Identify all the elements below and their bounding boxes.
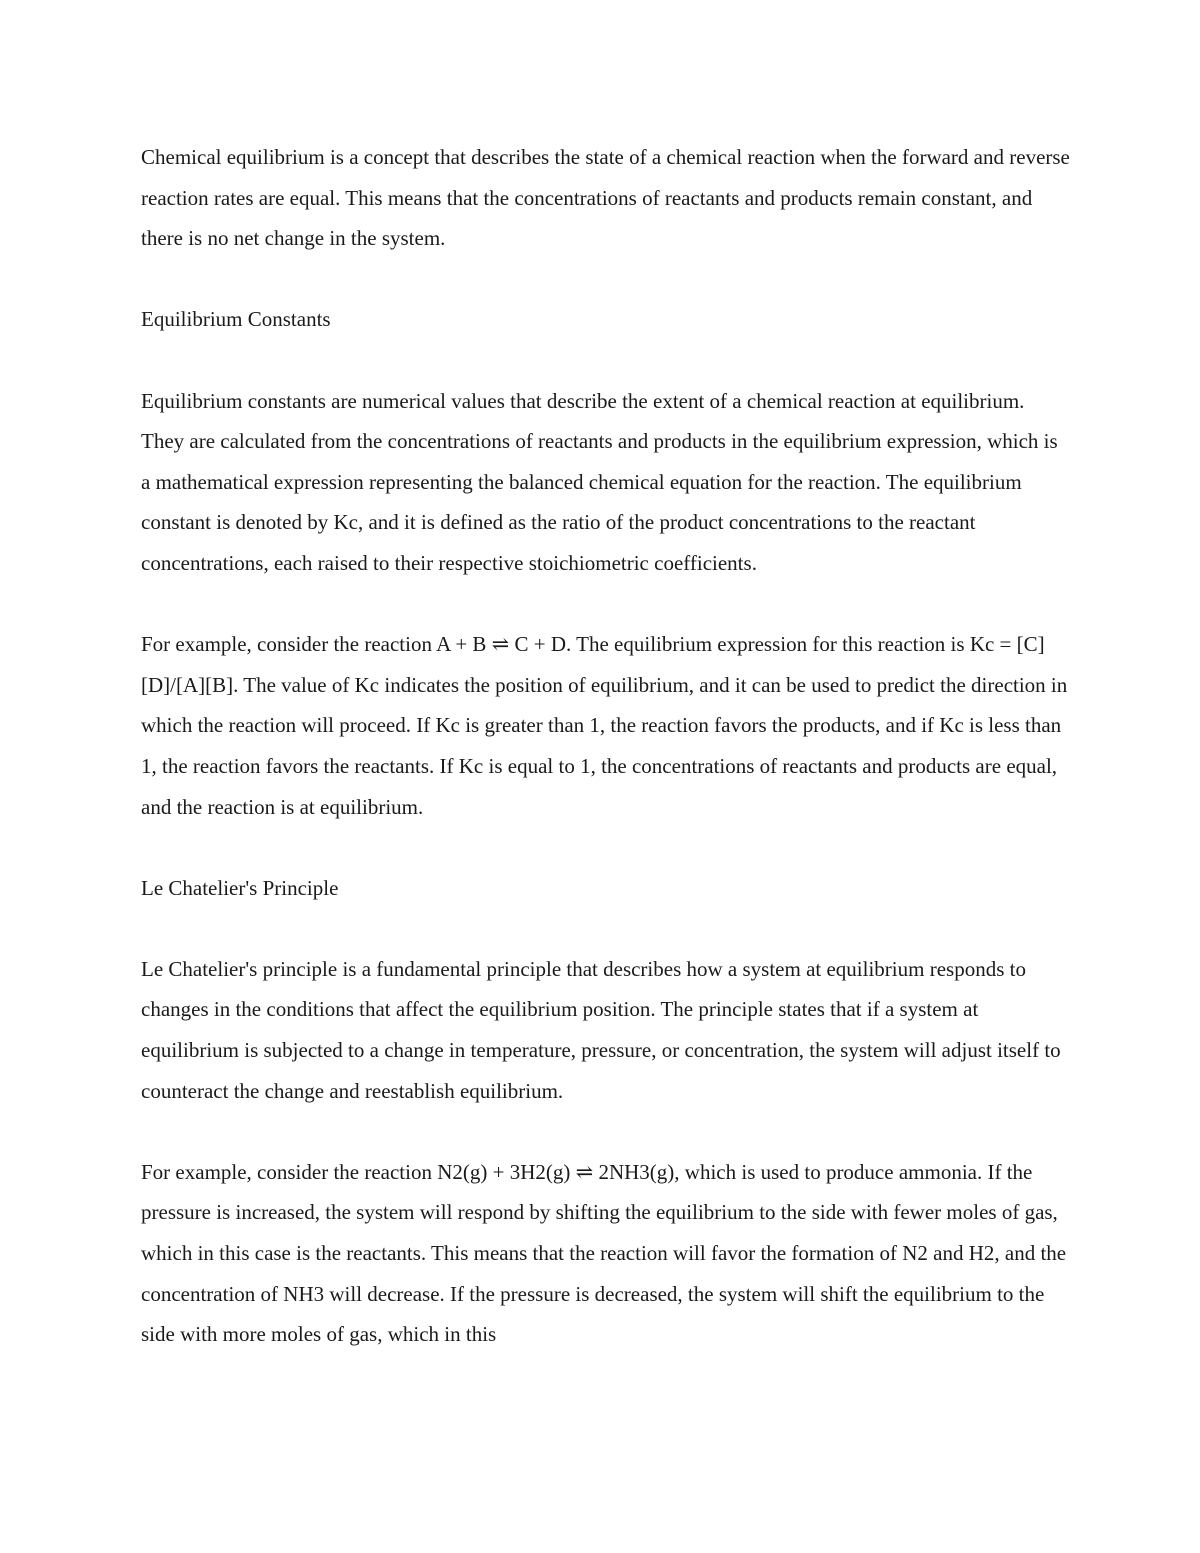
- paragraph-kc-example: For example, consider the reaction A + B ⇌ C + D. The equilibrium expression for this reaction is Kc = [C][D]/[A][B]. The value of Kc indicates the position of equilibrium, and it can be used to predict the direction in which the reaction will proceed. If Kc is greater than 1, the reaction favors the products, and if Kc is less than 1, the reaction favors the reactants. If Kc is equal to 1, the concentrations of reactants and products are equal, and the reaction is at equilibrium.: [141, 632, 1068, 819]
- paragraph-equilibrium-constants: Equilibrium constants are numerical values that describe the extent of a chemical reaction at equilibrium. They are calculated from the concentrations of reactants and products in the equilibrium expression, which is a mathematical expression representing the balanced chemical equation for the reaction. The equilibrium constant is denoted by Kc, and it is defined as the ratio of the product concentrations to the reactant concentrations, each raised to their respective stoichiometric coefficients.: [141, 388, 1058, 575]
- paragraph-ammonia-example: For example, consider the reaction N2(g) + 3H2(g) ⇌ 2NH3(g), which is used to produce ammonia. If the pressure is increased, the system will respond by shifting the equilibrium to the side with fewer moles of gas, which in this case is the reactants. This means that the reaction will favor the formation of N2 and H2, and the concentration of NH3 will decrease. If the pressure is decreased, the system will shift the equilibrium to the side with more moles of gas, which in this: [141, 1159, 1067, 1347]
- paragraph-intro: Chemical equilibrium is a concept that describes the state of a chemical reaction when the forward and reverse reaction rates are equal. This means that the concentrations of reactants and products remain constant, and there is no net change in the system.: [141, 145, 1070, 251]
- heading-equilibrium-constants: Equilibrium Constants: [141, 307, 331, 332]
- paragraph-le-chatelier: Le Chatelier's principle is a fundamental principle that describes how a system at equilibrium responds to changes in the conditions that affect the equilibrium position. The principle states that if a system at equilibrium is subjected to a change in temperature, pressure, or concentration, the system will adjust itself to counteract the change and reestablish equilibrium.: [141, 956, 1061, 1103]
- document-body: [141, 137, 1071, 1395]
- heading-le-chatelier: Le Chatelier's Principle: [141, 875, 339, 900]
